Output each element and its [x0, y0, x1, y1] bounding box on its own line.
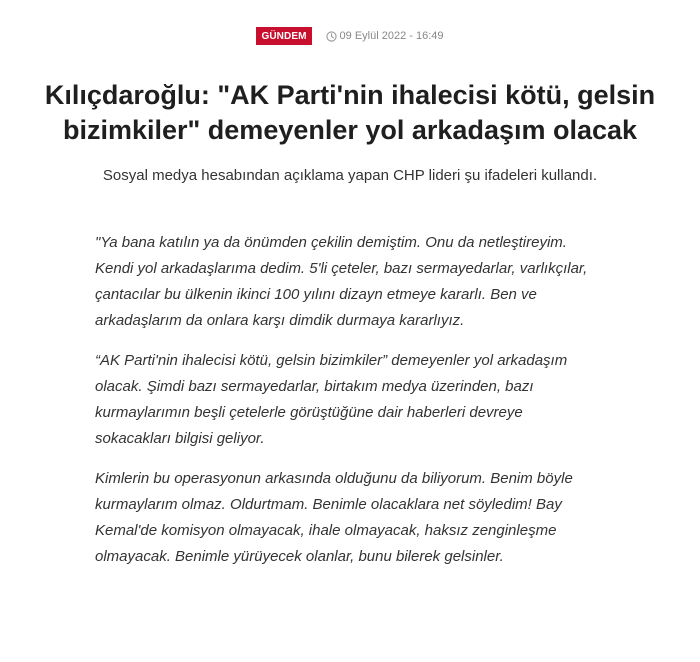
article-summary: Sosyal medya hesabından açıklama yapan CHP lideri şu ifadeleri kullandı. [102, 167, 598, 184]
clock-icon [326, 31, 337, 42]
article-body [95, 230, 595, 584]
article-paragraph: "Ya bana katılın ya da önümden çekilin demiştim. Onu da netleştireyim. Kendi yol arkadaşlarıma dedim. 5'li çeteler, bazı sermayedarlar, varlıkçılar, çantacılar bu ülkenin ikinci 100 yılını dizayn etmeye kararlı. Ben ve arkadaşlarım da onlara karşı dimdik durmaya kararlıyız. [95, 234, 588, 329]
category-badge[interactable]: GÜNDEM [256, 27, 311, 45]
publish-date-text: 09 Eylül 2022 - 16:49 [339, 30, 444, 42]
article-title: Kılıçdaroğlu: "AK Parti'nin ihalecisi kötü, gelsin bizimkiler" demeyenler yol arkadaşım olacak [44, 80, 656, 145]
article-paragraph: “AK Parti'nin ihalecisi kötü, gelsin bizimkiler” demeyenler yol arkadaşım olacak. Şimdi bazı sermayedarlar, birtakım medya üzerinden, bazı kurmaylarımın beşli çetelerle görüştüğüne dair haberleri devreye sokacakları bilgisi geliyor. [95, 352, 568, 447]
publish-date [326, 30, 444, 42]
article-paragraph: Kimlerin bu operasyonun arkasında olduğunu da biliyorum. Benim böyle kurmaylarım olmaz. Oldurtmam. Benimle olacaklara net söyledim! Bay Kemal'de komisyon olmayacak, ihale olmayacak, haksız zenginleşme olmayacak. Benimle yürüyecek olanlar, bunu bilerek gelsinler. [95, 470, 573, 565]
article-meta [0, 27, 700, 45]
